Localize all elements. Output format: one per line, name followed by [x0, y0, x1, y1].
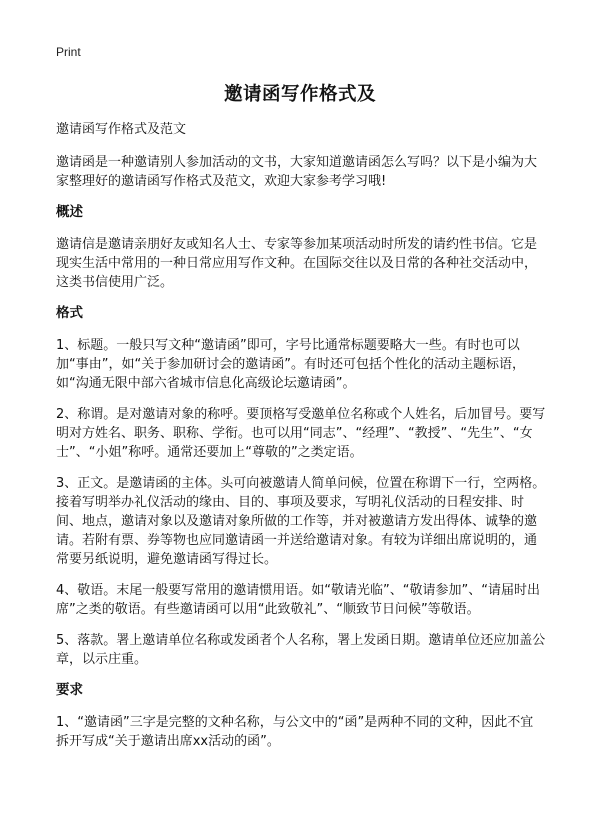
section-heading-requirements: 要求	[56, 682, 83, 698]
section-heading-format: 格式	[56, 305, 83, 321]
overview-paragraph: 邀请信是邀请亲朋好友或知名人士、专家等参加某项活动时所发的请约性书信。它是现实生活中常用的一种日常应用写作文种。在国际交往以及日常的各种社交活动中，这类书信使用广泛。	[56, 237, 538, 290]
format-item-body: 3、正文。是邀请函的主体。头可向被邀请人简单问候，位置在称谓下一行，空两格。接着写明举办礼仪活动的缘由、目的、事项及要求，写明礼仪活动的日程安排、时间、地点，邀请对象以及邀请对象所做的工作等，并对被邀请方发出得体、诚挚的邀请。若附有票、券等物也应同邀请函一并送给邀请对象。有较为详细出席说明的，通常要另纸说明，避免邀请函写得过长。	[56, 476, 546, 567]
section-heading-overview: 概述	[56, 204, 83, 220]
format-item-title: 1、标题。一般只写文种“邀请函”即可，字号比通常标题要略大一些。有时也可以加“事由”，如“关于参加研讨会的邀请函”。有时还可包括个性化的活动主题标语，如“沟通无限中部六省城市信息化高级论坛邀请函”。	[56, 338, 525, 391]
page-title: 邀请函写作格式及	[223, 84, 376, 105]
format-item-salutation: 2、称谓。是对邀请对象的称呼。要顶格写受邀单位名称或个人姓名，后加冒号。要写明对方姓名、职务、职称、学衔。也可以用“同志”、“经理”、“教授”、“先生”、“女士”、“小姐”称呼。通常还要加上“尊敬的”之类定语。	[56, 407, 546, 460]
format-item-signature: 5、落款。署上邀请单位名称或发函者个人名称，署上发函日期。邀请单位还应加盖公章，以示庄重。	[56, 633, 546, 667]
intro-paragraph: 邀请函是一种邀请别人参加活动的文书，大家知道邀请函怎么写吗？以下是小编为大家整理好的邀请函写作格式及范文，欢迎大家参考学习哦!	[56, 155, 538, 189]
document-body	[56, 120, 546, 763]
print-link[interactable]: Print	[56, 45, 81, 59]
document-subtitle: 邀请函写作格式及范文	[56, 122, 187, 137]
format-item-closing-phrase: 4、敬语。末尾一般要写常用的邀请惯用语。如“敬请光临”、“敬请参加”、“请届时出席”之类的敬语。有些邀请函可以用“此致敬礼”、“顺致节日问候”等敬语。	[56, 583, 540, 617]
requirement-item: 1、“邀请函”三字是完整的文种名称，与公文中的“函”是两种不同的文种，因此不宜拆开写成“关于邀请出席xx活动的函”。	[56, 715, 534, 749]
